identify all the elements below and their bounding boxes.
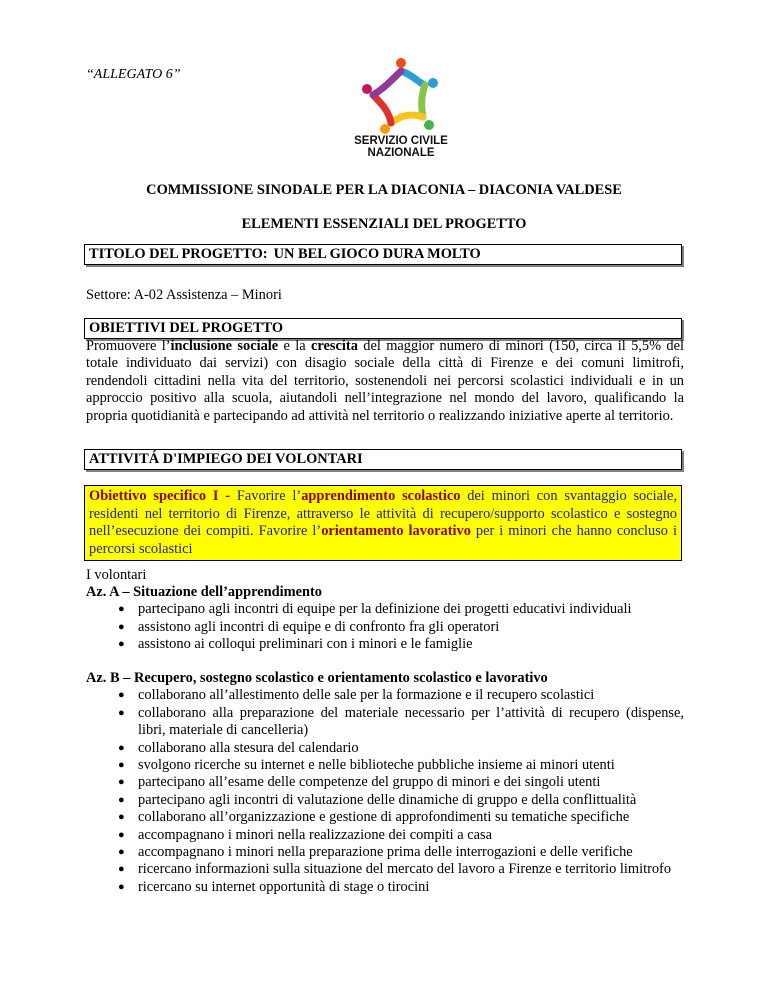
volontari-label: I volontari bbox=[86, 567, 147, 583]
list-item: ● partecipano agli incontri di equipe per la definizione dei progetti educativi individuali bbox=[118, 601, 632, 618]
bullet-icon: ● bbox=[118, 776, 125, 789]
titolo-progetto-box bbox=[84, 244, 682, 265]
logo-text-line2: NAZIONALE bbox=[367, 147, 435, 159]
attivita-heading-box bbox=[84, 449, 682, 470]
list-item: ● ricercano su internet opportunità di stage o tirocini bbox=[118, 878, 430, 895]
bullet-icon: ● bbox=[118, 620, 125, 633]
az-a-heading: Az. A – Situazione dell’apprendimento bbox=[86, 584, 322, 600]
list-item: ● partecipano all’esame delle competenze del gruppo di minori e dei singoli utenti bbox=[118, 774, 601, 791]
list-item: ● collaborano alla preparazione del materiale necessario per l’attività di recupero (dispense, libri, materiale di cancelleria) bbox=[118, 704, 684, 739]
titolo-value: UN BEL GIOCO DURA MOLTO bbox=[273, 246, 481, 262]
az-a-section bbox=[86, 584, 684, 654]
bullet-icon: ● bbox=[118, 863, 125, 876]
star-people-icon bbox=[361, 55, 441, 135]
bullet-icon: ● bbox=[118, 603, 125, 616]
list-item: ● assistono agli incontri di equipe e di confronto fra gli operatori bbox=[118, 618, 500, 635]
logo-text-line1: SERVIZIO CIVILE bbox=[354, 135, 448, 147]
bullet-icon: ● bbox=[118, 759, 125, 772]
az-b-heading: Az. B – Recupero, sostegno scolastico e orientamento scolastico e lavorativo bbox=[86, 670, 548, 686]
list-item: ● ricercano informazioni sulla situazione del mercato del lavoro a Firenze e territorio limitrofo bbox=[118, 861, 672, 878]
commissione-title: COMMISSIONE SINODALE PER LA DIACONIA – DIACONIA VALDESE bbox=[146, 182, 622, 198]
az-a-list bbox=[86, 601, 684, 653]
servizio-civile-logo bbox=[348, 55, 454, 163]
bullet-icon: ● bbox=[118, 689, 125, 702]
bullet-icon: ● bbox=[118, 638, 125, 651]
settore-text: Settore: A-02 Assistenza – Minori bbox=[86, 287, 282, 303]
list-item: ● partecipano agli incontri di valutazione delle dinamiche di gruppo e della conflittualità bbox=[118, 791, 637, 808]
allegato-label: “ALLEGATO 6” bbox=[86, 67, 181, 82]
obiettivi-heading: OBIETTIVI DEL PROGETTO bbox=[89, 320, 284, 336]
attivita-heading: ATTIVITÁ D'IMPIEGO DEI VOLONTARI bbox=[89, 451, 363, 467]
az-b-section bbox=[86, 670, 684, 896]
list-item: ● collaborano all’organizzazione e gestione di approfondimenti su tematiche specifiche bbox=[118, 809, 630, 826]
elementi-title: ELEMENTI ESSENZIALI DEL PROGETTO bbox=[241, 216, 527, 232]
list-item: ● svolgono ricerche su internet e nelle biblioteche pubbliche insieme ai minori utenti bbox=[118, 757, 615, 774]
bullet-icon: ● bbox=[118, 741, 125, 754]
bullet-icon: ● bbox=[118, 880, 125, 893]
obiettivi-heading-box bbox=[84, 318, 682, 339]
obiettivo-specifico-box: Obiettivo specifico I - Favorire l’apprendimento scolastico dei minori con svantaggio sociale, residenti nel territorio di Firenze, attraverso le attività di recupero/supporto scolastico e sostegno nell’esecuzione dei compiti. Favorire l’orientamento lavorativo per i minori che hanno concluso i percorsi scolastici bbox=[84, 485, 682, 561]
bullet-icon: ● bbox=[118, 706, 125, 719]
bullet-icon: ● bbox=[118, 828, 125, 841]
titolo-label: TITOLO DEL PROGETTO: bbox=[89, 246, 268, 262]
bullet-icon: ● bbox=[118, 846, 125, 859]
list-item: ● assistono ai colloqui preliminari con i minori e le famiglie bbox=[118, 636, 473, 653]
obiettivi-paragraph: Promuovere l’inclusione sociale e la crescita del maggior numero di minori (150, circa il 5,5% del totale individuato dai servizi) con disagio sociale della città di Firenze e dei comuni limitrofi, rendendoli cittadini nella vita del territorio, sostenendoli nei percorsi scolastici individuali e in un approccio positivo alla scuola, aiutandoli nell’integrazione nel mondo del lavoro, qualificando la propria quotidianità e partecipando ad attività nel territorio o realizzando iniziative aperte al territorio. bbox=[86, 338, 684, 424]
list-item: ● accompagnano i minori nella realizzazione dei compiti a casa bbox=[118, 826, 493, 843]
list-item: ● collaborano all’allestimento delle sale per la formazione e il recupero scolastici bbox=[118, 687, 595, 704]
bullet-icon: ● bbox=[118, 793, 125, 806]
az-b-list bbox=[86, 687, 684, 896]
list-item: ● accompagnano i minori nella preparazione prima delle interrogazioni e delle verifiche bbox=[118, 844, 633, 861]
bullet-icon: ● bbox=[118, 811, 125, 824]
list-item: ● collaborano alla stesura del calendario bbox=[118, 739, 359, 756]
